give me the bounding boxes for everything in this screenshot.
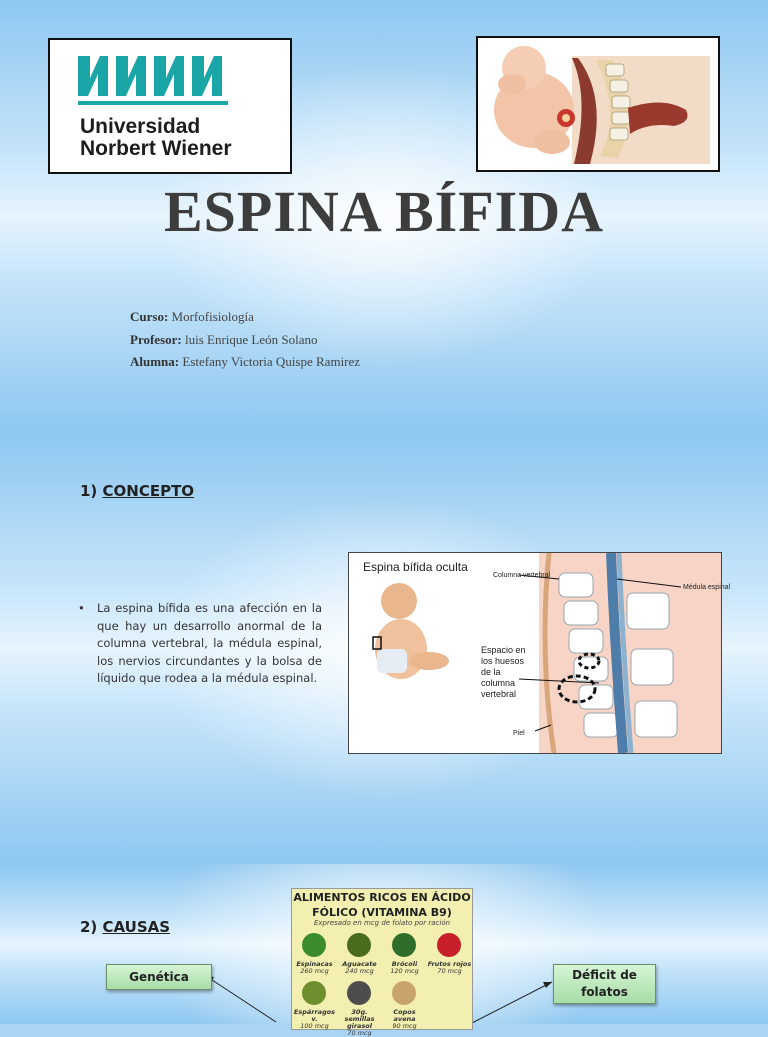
food-item [382, 977, 427, 1030]
food-picture-icon [302, 933, 326, 957]
food-item [427, 929, 472, 977]
food-amount: 260 mcg [300, 967, 329, 975]
genetics-box: Genética [106, 964, 212, 990]
arrow-head-right-icon [543, 982, 552, 988]
diagram-title: Espina bífida oculta [363, 560, 468, 574]
connector-genetics [206, 976, 276, 1022]
causes-heading-number: 2) [80, 918, 103, 936]
food-amount: 70 mcg [347, 1029, 372, 1037]
food-name: 30g. semillas girasol 70 mcg [337, 1009, 382, 1037]
food-title-2: FÓLICO (VITAMINA B9) [312, 906, 452, 919]
diagram-label-bone-gap: Espacio en los huesos de la columna vertebral [481, 645, 526, 699]
info-student-value: Estefany Victoria Quispe Ramirez [179, 354, 361, 369]
food-amount: 240 mcg [345, 967, 374, 975]
food-name: Copos avena 90 mcg [382, 1009, 427, 1030]
causes-slide [0, 864, 768, 1037]
diagram-label-spinal-cord: Médula espinal [683, 584, 731, 591]
logo-w-icon [78, 56, 230, 108]
food-name: Aguacate 240 mcg [337, 961, 382, 975]
food-title-1: ALIMENTOS RICOS EN ÁCIDO [293, 891, 471, 904]
food-amount: 120 mcg [390, 967, 419, 975]
food-item [427, 977, 472, 1025]
food-subtitle: Expresado en mcg de folato por ración [313, 919, 451, 927]
concept-bullet [78, 600, 322, 688]
fetus-spine-illustration [476, 36, 720, 172]
food-picture-icon [392, 981, 416, 1005]
food-picture-icon [347, 933, 371, 957]
food-name: Frutos rojos 70 mcg [427, 960, 472, 975]
info-course-label: Curso: [130, 309, 169, 324]
food-picture-icon [347, 981, 371, 1005]
info-course [130, 306, 360, 329]
info-professor-label: Profesor: [130, 331, 182, 347]
food-picture-icon [302, 981, 326, 1005]
food-name: Espárragos v. 100 mcg [293, 1008, 336, 1030]
food-grid [292, 929, 472, 1037]
food-name: Brócoli 120 mcg [382, 961, 427, 975]
food-amount: 70 mcg [437, 967, 462, 975]
diagram-label-vertebral-column: Columna vertebral [493, 572, 551, 579]
concept-heading-number: 1) [80, 482, 103, 500]
logo-line-1: Universidad [80, 115, 201, 138]
food-item [382, 929, 427, 977]
info-professor [130, 329, 360, 352]
food-item [337, 977, 382, 1037]
spina-bifida-occulta-figure [349, 553, 731, 753]
food-name: Espinacas 260 mcg [292, 961, 337, 975]
spina-bifida-diagram [348, 552, 731, 754]
food-picture-icon [437, 933, 461, 957]
food-picture-icon [392, 933, 416, 957]
bullet-dot-icon: • [78, 601, 85, 615]
info-course-value: Morfofisiología [168, 309, 254, 324]
food-amount: 100 mcg [300, 1022, 329, 1030]
food-item [337, 929, 382, 977]
diagram-label-skin: Piel [513, 730, 525, 737]
course-info [130, 306, 360, 374]
logo-wordmark [80, 116, 232, 160]
info-professor-value: luis Enrique León Solano [181, 331, 318, 347]
presentation-title: ESPINA BÍFIDA [163, 179, 605, 244]
concept-slide [0, 432, 768, 864]
causes-heading-text: CAUSAS [102, 918, 171, 936]
university-logo [48, 38, 292, 174]
concept-bullet-text: La espina bífida es una afección en la que hay un desarrollo anormal de la columna vertebral, la médula espinal, los nervios circundantes y la bolsa de líquido que rodea a la médula espinal. [97, 601, 322, 685]
food-item [292, 929, 337, 977]
food-amount: 90 mcg [392, 1022, 417, 1030]
folic-acid-foods-infographic [291, 888, 473, 1037]
fetus-spine-image [478, 38, 718, 170]
concept-heading [80, 482, 194, 500]
food-item [292, 977, 337, 1030]
concept-heading-text: CONCEPTO [102, 482, 195, 500]
connector-folates [470, 982, 552, 1024]
info-student [130, 351, 360, 374]
folate-deficit-box: Déficit de folatos [553, 964, 656, 1004]
logo-line-2: Norbert Wiener [80, 137, 232, 160]
title-slide [0, 0, 768, 432]
info-student-label: Alumna: [130, 354, 180, 369]
